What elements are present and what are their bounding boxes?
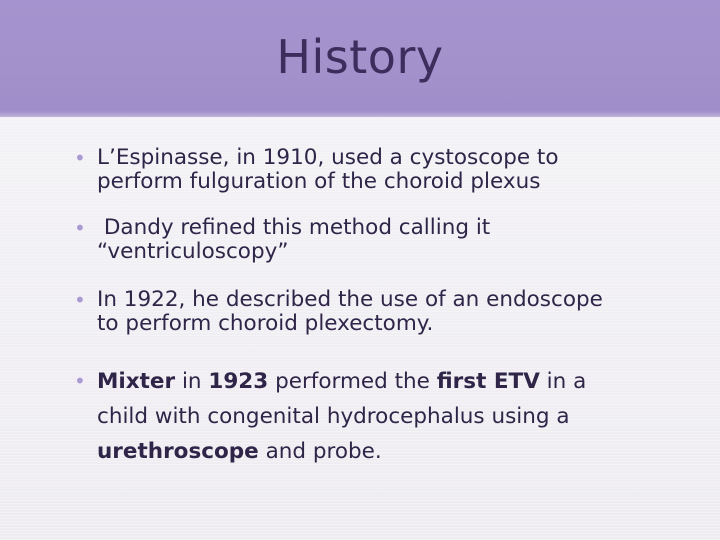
bullet-dot-icon: •	[74, 288, 86, 312]
bullet-item	[70, 146, 680, 194]
bullet-dot-icon: •	[74, 216, 86, 240]
bullet-text-line: “ventriculoscopy”	[97, 239, 289, 264]
year-text: 1923	[208, 369, 269, 394]
title-band	[0, 0, 720, 117]
bullet-text-fragment: in a	[539, 369, 587, 394]
bullet-text-fragment: and probe.	[258, 439, 382, 464]
bullet-text-line: In 1922, he described the use of an endoscope	[97, 287, 603, 312]
bullet-text-line: L’Espinasse, in 1910, used a cystoscope to	[97, 145, 559, 170]
emphasis-text: first ETV	[436, 369, 540, 394]
bullet-text-fragment: in	[175, 369, 209, 394]
bullet-text-fragment: performed the	[268, 369, 437, 394]
bullet-item	[70, 288, 680, 336]
bullet-dot-icon: •	[74, 369, 86, 393]
bullet-text-line: perform fulguration of the choroid plexus	[97, 169, 541, 194]
bullet-text-line: child with congenital hydrocephalus using a	[97, 404, 570, 429]
bullet-list	[70, 146, 680, 469]
bullet-dot-icon: •	[74, 146, 86, 170]
person-name: Mixter	[97, 369, 176, 394]
bullet-item	[70, 216, 680, 264]
bullet-item	[70, 364, 680, 469]
bullet-text-line: Dandy refined this method calling it	[97, 215, 491, 240]
slide-title: History	[276, 30, 444, 84]
bullet-text-line: to perform choroid plexectomy.	[97, 311, 434, 336]
emphasis-text: urethroscope	[97, 439, 259, 464]
